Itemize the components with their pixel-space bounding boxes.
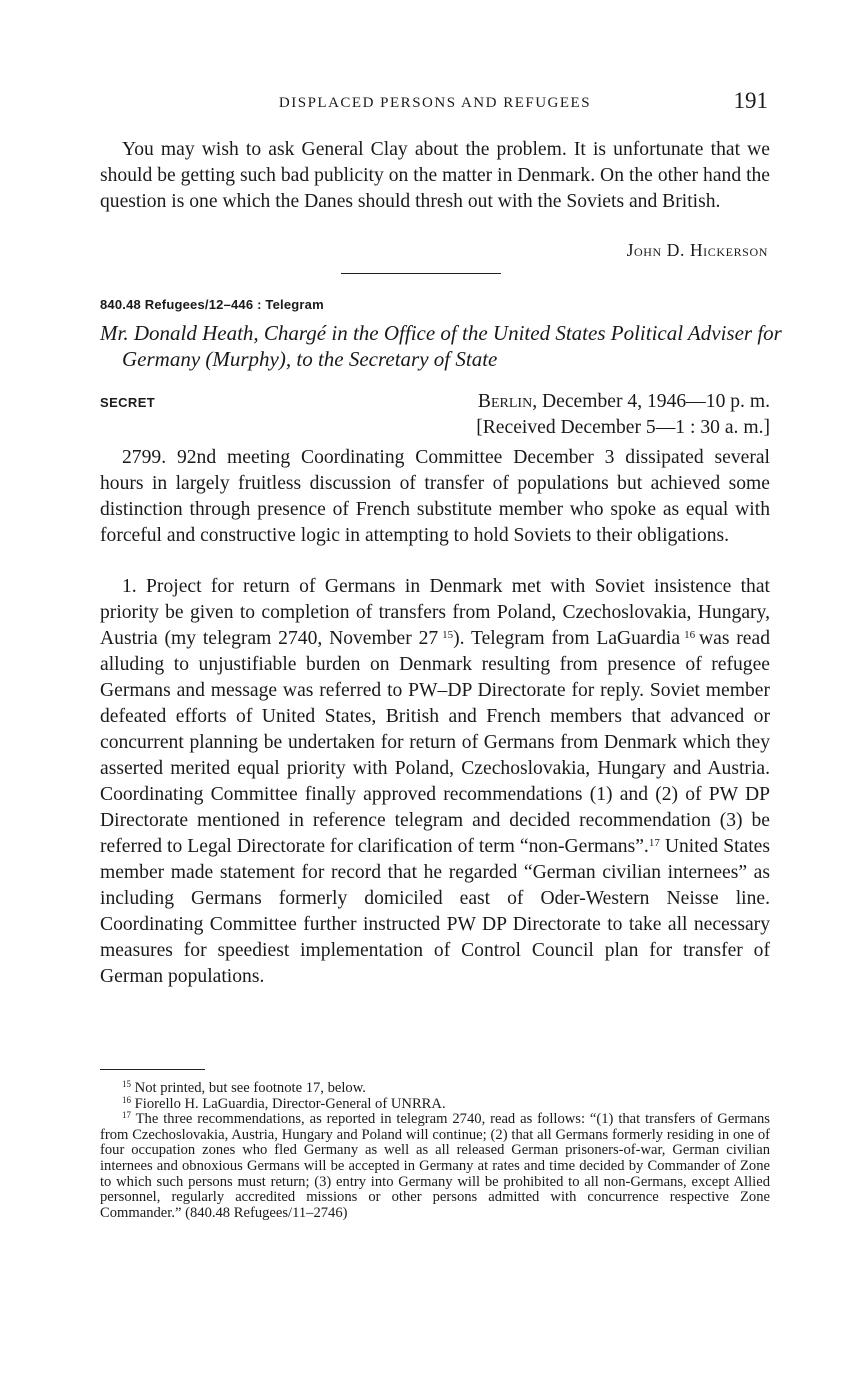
footnote-ref-15[interactable]: 15 bbox=[442, 629, 454, 641]
page-header bbox=[100, 88, 770, 118]
footnote-number: 17 bbox=[122, 1110, 131, 1121]
footnote-15 bbox=[100, 1081, 770, 1097]
footnotes bbox=[100, 1081, 770, 1221]
footnote-text: The three recommendations, as reported in telegram 2740, read as follows: “(1) that transfers of Germans from Czechoslovakia, Austria, Hungary and Poland will continue; (2) that all Germans formerly residing in one of four occupation zones who fled Germany as well as all released German prisoners-of-war, German civilian internees and obnoxious Germans will be accepted in Germany at rates and time decided by Commander of Zone to which such persons must return; (3) entry into Germany will be prohibited to all non-Germans, except Allied personnel, regularly accredited missions or other persons admitted with concurrence respective Zone Commander.” (840.48 Refugees/11–2746) bbox=[100, 1111, 770, 1221]
place-name: Berlin bbox=[477, 391, 533, 412]
signature: John D. Hickerson bbox=[626, 240, 768, 260]
section-divider bbox=[341, 273, 501, 274]
paragraph-text: 1. Project for return of Germans in Denmark met with Soviet insistence that priority be given to completion of transfers from Poland, Czechoslovakia, Hungary, Austria (my telegram 2740, November 27 bbox=[100, 576, 770, 649]
paragraph-item-1 bbox=[100, 574, 770, 990]
footnote-ref-17[interactable]: 17 bbox=[648, 837, 660, 849]
paragraph-text: ). Telegram from LaGuardia bbox=[453, 628, 681, 649]
footnote-16 bbox=[100, 1094, 770, 1113]
dateline bbox=[100, 389, 770, 441]
footnote-text: Fiorello H. LaGuardia, Director-General of UNRRA. bbox=[134, 1095, 446, 1112]
sent-date: , December 4, 1946—10 p. m. bbox=[532, 391, 770, 412]
paragraph-opening: 2799. 92nd meeting Coordinating Committee December 3 dissipated several hours in largely fruitless discussion of transfer of populations but achieved some distinction through presence of French substitute member who spoke as equal with forceful and constructive logic in attempting to hold Soviets to their obligations. bbox=[100, 447, 770, 546]
document-title: Mr. Donald Heath, Chargé in the Office of the United States Political Adviser for Germany (Murphy), to the Secretary of State bbox=[100, 321, 782, 371]
footnote-number: 15 bbox=[122, 1079, 131, 1089]
footnote-17 bbox=[100, 1112, 770, 1221]
closing-paragraph: You may wish to ask General Clay about the problem. It is unfortunate that we should be getting such bad publicity on the matter in Denmark. On the other hand the question is one which the Danes should thresh out with the Soviets and British. bbox=[100, 139, 770, 212]
footnote-text: Not printed, but see footnote 17, below. bbox=[134, 1080, 366, 1096]
document-reference: 840.48 Refugees/12–446 : Telegram bbox=[100, 297, 324, 312]
page-number: 191 bbox=[733, 88, 768, 113]
classification-label: SECRET bbox=[100, 395, 156, 410]
paragraph-text: United States member made statement for record that he regarded “German civilian internees” as including Germans formerly domiciled east of Oder-Western Neisse line. Coordinating Committee further instructed PW DP Directorate to take all necessary measures for speediest implementation of Control Council plan for transfer of German populations. bbox=[100, 836, 770, 987]
place-date bbox=[476, 389, 770, 441]
paragraph-text: was read alluding to unjustifiable burden on Denmark resulting from presence of refugee Germans and message was referred to PW–DP Directorate for reply. Soviet member defeated efforts of United States, British and French members that advanced or concurrent planning be undertaken for return of Germans from Denmark which they asserted merited equal priority with Poland, Czechoslovakia, Hungary and Austria. Coordinating Committee finally approved recommendations (1) and (2) of PW DP Directorate mentioned in reference telegram and decided recommendation (3) be referred to Legal Directorate for clarification of term “non-Germans”. bbox=[100, 628, 771, 857]
footnote-ref-16[interactable]: 16 bbox=[684, 629, 696, 641]
sent-line bbox=[476, 389, 770, 415]
footnote-number: 16 bbox=[122, 1094, 131, 1105]
received-line: [Received December 5—1 : 30 a. m.] bbox=[476, 417, 770, 438]
footnote-divider bbox=[100, 1069, 205, 1070]
running-head: DISPLACED PERSONS AND REFUGEES bbox=[278, 95, 592, 111]
